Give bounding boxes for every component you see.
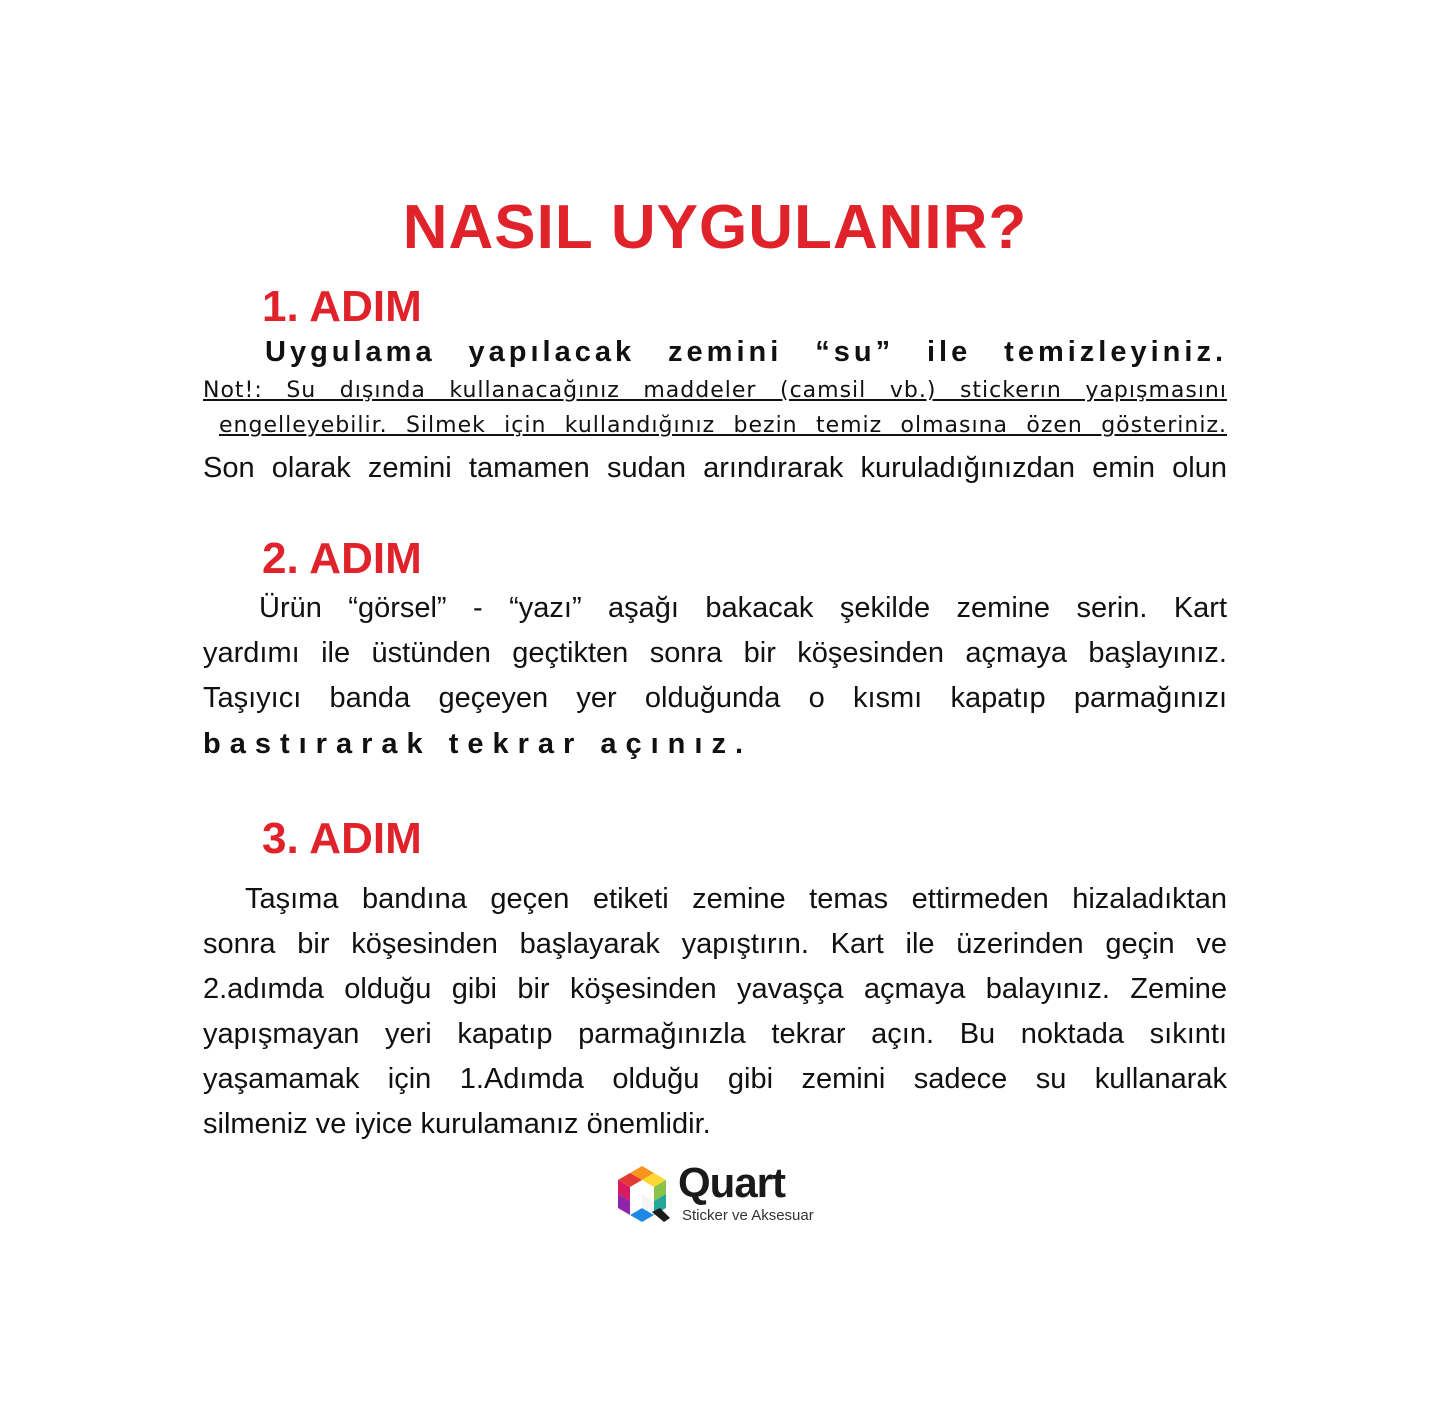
step-3-heading: 3. ADIM	[262, 814, 422, 863]
logo-name: Quart	[678, 1159, 786, 1206]
step-3-line-1: Taşıma bandına geçen etiketi zemine temas ettirmeden hizaladıktan	[245, 883, 1227, 915]
quart-logo-icon	[612, 1164, 672, 1224]
step-3-line-4: yapışmayan yeri kapatıp parmağınızla tekrar açın. Bu noktada sıkıntı	[203, 1018, 1227, 1050]
step-2-heading: 2. ADIM	[262, 534, 422, 583]
step-1-note-line-2: engelleyebilir. Silmek için kullandığınız bezin temiz olmasına özen gösteriniz.	[219, 413, 1227, 438]
logo-subtitle: Sticker ve Aksesuar	[682, 1207, 814, 1224]
step-2-line-4: bastırarak tekrar açınız.	[203, 728, 753, 760]
step-1-note-line-1: Not!: Su dışında kullanacağınız maddeler (camsil vb.) stickerın yapışmasını	[203, 378, 1227, 403]
step-1-after-line-1: Son olarak zemini tamamen sudan arındırarak kuruladığınızdan emin olun	[203, 452, 1227, 484]
step-2-line-3: Taşıyıcı banda geçeyen yer olduğunda o kısmı kapatıp parmağınızı	[203, 682, 1227, 714]
step-1-heading: 1. ADIM	[262, 282, 422, 331]
step-3-line-6: silmeniz ve iyice kurulamanız önemlidir.	[203, 1108, 711, 1140]
step-3-line-3: 2.adımda olduğu gibi bir köşesinden yavaşça açmaya balayınız. Zemine	[203, 973, 1227, 1005]
step-2-line-1: Ürün “görsel” - “yazı” aşağı bakacak şekilde zemine serin. Kart	[259, 592, 1227, 624]
page-title: NASIL UYGULANIR?	[402, 193, 1028, 262]
step-3-line-5: yaşamamak için 1.Adımda olduğu gibi zemini sadece su kullanarak	[203, 1063, 1227, 1095]
step-2-line-2: yardımı ile üstünden geçtikten sonra bir köşesinden açmaya başlayınız.	[203, 637, 1227, 669]
step-1-line-1: Uygulama yapılacak zemini “su” ile temizleyiniz.	[265, 336, 1227, 368]
step-3-line-2: sonra bir köşesinden başlayarak yapıştırın. Kart ile üzerinden geçin ve	[203, 928, 1227, 960]
brand-logo	[612, 1159, 822, 1228]
